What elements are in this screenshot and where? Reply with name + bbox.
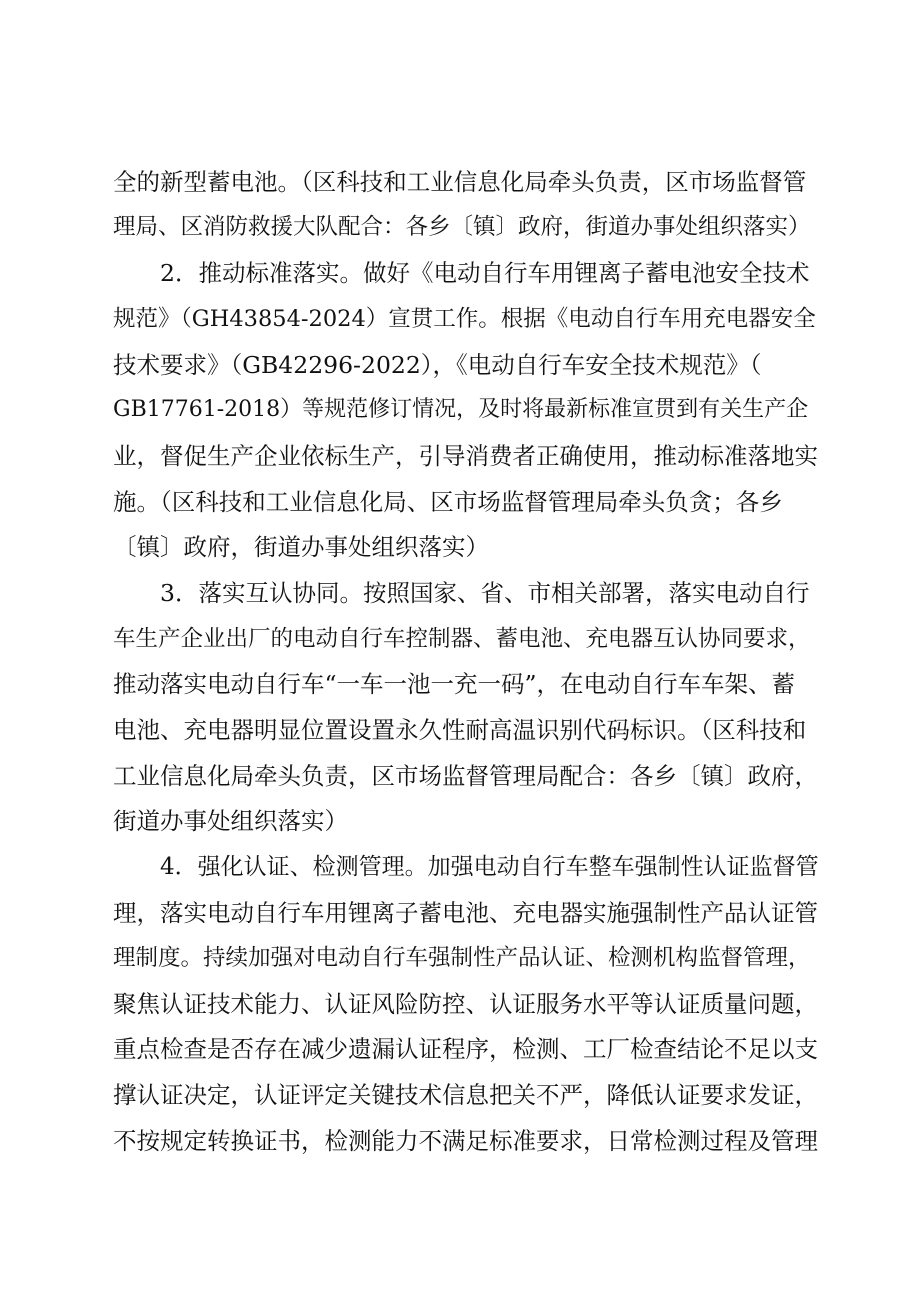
text-line: 4．强化认证、检测管理。加强电动自行车整车强制性认证监督管 xyxy=(160,854,819,880)
text-line: 施。（区科技和工业信息化局、区市场监督管理局牵头负贪；各乡 xyxy=(113,488,783,516)
text-line: 理制度。持续加强对电动自行车强制性产品认证、检测机构监督管理， xyxy=(113,945,811,971)
text-line: 规范》（GH43854-2024）宣贯工作。根据《电动自行车用充电器安全 xyxy=(113,306,816,332)
text-line: 2．推动标准落实。做好《电动自行车用锂离子蓄电池安全技术 xyxy=(160,259,810,287)
text-line: 理，落实电动自行车用锂离子蓄电池、充电器实施强制性产品认证管 xyxy=(113,899,818,927)
text-line: 技术要求》（GB42296-2022），《电动自行车安全技术规范》（ xyxy=(113,351,762,379)
text-line: 车生产企业出厂的电动自行车控制器、蓄电池、充电器互认协同要求， xyxy=(113,626,811,652)
text-line: GB17761-2018）等规范修订情况，及时将最新标准宣贯到有关生产企 xyxy=(113,397,809,422)
text-line: 工业信息化局牵头负责，区市场监督管理局配合：各乡〔镇〕政府， xyxy=(113,762,818,790)
text-line: 推动落实电动自行车“一车一池一充一码”，在电动自行车车架、蓄 xyxy=(113,670,796,698)
text-line: 〔镇〕政府，街道办事处组织落实） xyxy=(113,533,489,561)
text-line: 3．落实互认协同。按照国家、省、市相关部署，落实电动自行 xyxy=(160,579,810,607)
text-line: 电池、充电器明显位置设置永久性耐高温识别代码标识。（区科技和 xyxy=(113,716,807,744)
text-line: 重点检查是否存在减少遗漏认证程序，检测、工厂检查结论不足以支 xyxy=(113,1035,818,1063)
text-line: 街道办事处组织落实） xyxy=(113,807,348,835)
text-line: 聚焦认证技术能力、认证风险防控、认证服务水平等认证质量问题， xyxy=(113,990,818,1018)
text-line: 撑认证决定，认证评定关键技术信息把关不严，降低认证要求发证， xyxy=(113,1081,818,1109)
text-line: 业，督促生产企业依标生产，引导消费者正确使用，推动标准落地实 xyxy=(113,442,818,470)
text-line: 理局、区消防救援大队配合：各乡〔镇〕政府，街道办事处组织落实） xyxy=(113,214,811,240)
text-line: 不按规定转换证书，检测能力不满足标准要求，日常检测过程及管理 xyxy=(113,1127,818,1155)
text-line: 全的新型蓄电池。（区科技和工业信息化局牵头负责，区市场监督管 xyxy=(113,168,807,196)
